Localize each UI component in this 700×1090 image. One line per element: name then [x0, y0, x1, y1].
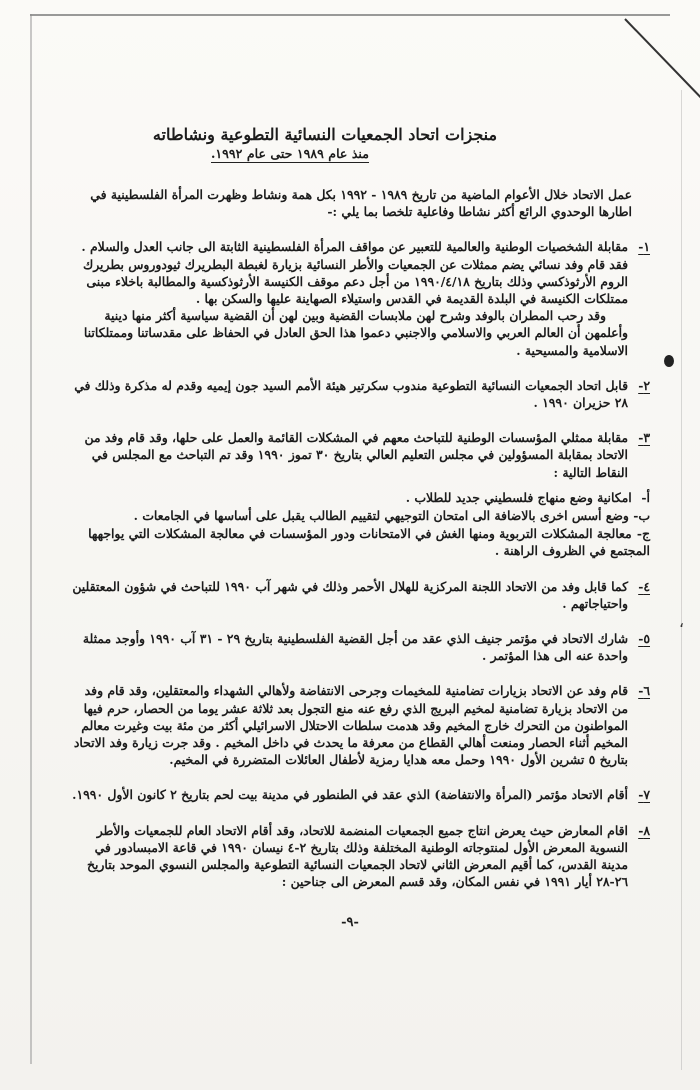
- list-item-7: [70, 786, 650, 803]
- item-text: قابل اتحاد الجمعيات النسائية التطوعية مندوب سكرتير هيئة الأمم السيد جون إيميه وقدم له مذكرة وذلك في ٢٨ حزيران ١٩٩٠ .: [74, 377, 628, 411]
- sub-item-b: [70, 507, 650, 524]
- item-number: ٧-: [638, 787, 650, 803]
- sub-item-letter: ج-: [636, 526, 650, 542]
- item-body: [70, 429, 628, 481]
- item-3-subitems: [70, 489, 650, 560]
- scan-edge-left: [30, 14, 32, 1064]
- document-subtitle: [70, 146, 650, 162]
- item-body: [70, 238, 628, 358]
- document-body: [70, 124, 650, 909]
- list-item-1: [70, 238, 650, 358]
- ink-spot: [664, 355, 674, 367]
- scan-edge-top: [30, 14, 670, 16]
- item-number: ١-: [638, 239, 650, 255]
- sub-item-text: وضع أسس اخرى بالاضافة الى امتحان التوجيهي لتقييم الطالب يقبل على أساسها في الجامعات .: [133, 508, 629, 524]
- item-number: ٢-: [638, 377, 650, 393]
- sub-item-text: امكانية وضع منهاج فلسطيني جديد للطلاب .: [405, 489, 632, 505]
- item-text: أقام الاتحاد مؤتمر (المرأة والانتفاضة) الذي عقد في الطنطور في مدينة بيت لحم بتاريخ ٢ كانون الأول ١٩٩٠.: [72, 787, 628, 803]
- list-item-6: [70, 682, 650, 768]
- item-number: ٤-: [638, 578, 650, 594]
- item-body: [70, 682, 628, 768]
- document-subtitle-text: منذ عام ١٩٨٩ حتى عام ١٩٩٢.: [211, 146, 369, 161]
- page-number: -٩-: [341, 915, 359, 930]
- list-item-2: [70, 377, 650, 411]
- list-item-8: [70, 822, 650, 891]
- stray-mark: ،: [678, 612, 684, 631]
- sub-item-c: [70, 525, 650, 559]
- item-number: ٦-: [638, 683, 650, 699]
- document-title: منجزات اتحاد الجمعيات النسائية التطوعية ونشاطاته: [152, 125, 498, 144]
- sub-item-a: [70, 489, 650, 506]
- item-text: كما قابل وفد من الاتحاد اللجنة المركزية للهلال الأحمر وذلك في شهر آب ١٩٩٠ للتباحث في شؤون المعتقلين واحتياجاتهم .: [72, 578, 628, 611]
- item-body: [70, 578, 628, 612]
- item-text: قام وفد عن الاتحاد بزيارات تضامنية للمخيمات وجرحى الانتفاضة ولأهالي الشهداء والمعتقلين، وقد قام وفد من الاتحاد بزيارة تضامنية لمخيم البريج الذي رفع عنه منع التجول بعد ثلاثة عشر يوما من الحصار، حرم فيها المواطنون من التحرك خارج المخيم وقد هدمت سلطات الاحتلال الاسرائيلي أكثر من مئة بيت وغيرت معالم المخيم أثناء الحصار ومنعت أهالي القطاع من معرفة ما يحدث في داخل المخيم . وقد جرت زيارة وفد الاتحاد بتاريخ ٥ تشرين الأول ١٩٩٠ وحمل معه هدايا رمزية لأطفال العائلات المتضررة في المخيم.: [73, 683, 628, 768]
- list-item-3: [70, 429, 650, 481]
- intro-paragraph: عمل الاتحاد خلال الأعوام الماضية من تاريخ ١٩٨٩ - ١٩٩٢ بكل همة ونشاط وظهرت المرأة الفلسطينية في اطارها الوحدوي الرائع أكثر نشاطا وفاعلية تلخصا بما يلي :-: [90, 187, 632, 220]
- sub-item-letter: أ-: [641, 489, 650, 505]
- item-body: [70, 786, 628, 803]
- item-text: مقابلة الشخصيات الوطنية والعالمية للتعبير عن مواقف المرأة الفلسطينية الثابتة الى جانب العدل والسلام . فقد قام وفد نسائي يضم ممثلات عن الجمعيات والأطر النسائية بزيارة لغبطة البطريرك ثيودوروس بطريرك الروم الأرثوذكسي وذلك بتاريخ ١٩٩٠/٤/١٨ من أجل دعم موقف الكنيسة الأرثوذكسية والمطالبة باخلاء مبنى ممتلكات الكنيسة في البلدة القديمة في القدس واستيلاء الصهاينة عليها والسكن بها .: [81, 239, 628, 307]
- item-body: [70, 822, 628, 891]
- item-body: [70, 377, 628, 411]
- sub-item-text: معالجة المشكلات التربوية ومنها الغش في الامتحانات ودور المؤسسات في معالجة المشكلات التي يواجهها المجتمع في الظروف الراهنة .: [88, 526, 650, 559]
- item-number: ٨-: [638, 822, 650, 838]
- item-number: ٣-: [638, 430, 650, 446]
- item-number: ٥-: [638, 631, 650, 647]
- item-text: مقابلة ممثلي المؤسسات الوطنية للتباحث معهم في المشكلات القائمة والعمل على حلها، وقد قام وفد من الاتحاد بمقابلة المسؤولين في مجلس التعليم العالي بتاريخ ٣٠ تموز ١٩٩٠ وقد تم التباحث مع المجلس في النقاط التالية :: [84, 430, 628, 480]
- list-item-4: [70, 578, 650, 612]
- folded-corner-line: [624, 18, 700, 99]
- list-item-5: [70, 630, 650, 664]
- item-text: شارك الاتحاد في مؤتمر جنيف الذي عقد من أجل القضية الفلسطينية بتاريخ ٢٩ - ٣١ آب ١٩٩٠ وأوجد ممثلة واحدة عنه الى هذا المؤتمر .: [82, 631, 628, 664]
- item-text: اقام المعارض حيث يعرض انتاج جميع الجمعيات المنضمة للاتحاد، وقد أقام الاتحاد العام للجمعيات والأطر النسوية المعرض الأول لمنتوجاته الوطنية المختلفة وذلك بتاريخ ٢-٤ نيسان ١٩٩٠ في قاعة الامبسادور في مدينة القدس، كما أقيم المعرض الثاني لاتحاد الجمعيات النسائية التطوعية والمجلس النسوي الموحد بتاريخ ٢٦-٢٨ أيار ١٩٩١ في نفس المكان، وقد قسم المعرض الى جناحين :: [86, 822, 628, 890]
- item-body: [70, 630, 628, 664]
- item-text-continued: وقد رحب المطران بالوفد وشرح لهن ملابسات القضية وبين لهن أن القضية سياسية أكثر منها دينية وأعلمهن أن العالم العربي والاسلامي والاجنبي دعموا هذا الحق العادل في الحفاظ على مقدساتنا وممتلكاتنا الاسلامية والمسيحية .: [83, 308, 628, 358]
- sub-item-letter: ب-: [633, 508, 650, 524]
- scan-edge-right: [678, 90, 684, 1070]
